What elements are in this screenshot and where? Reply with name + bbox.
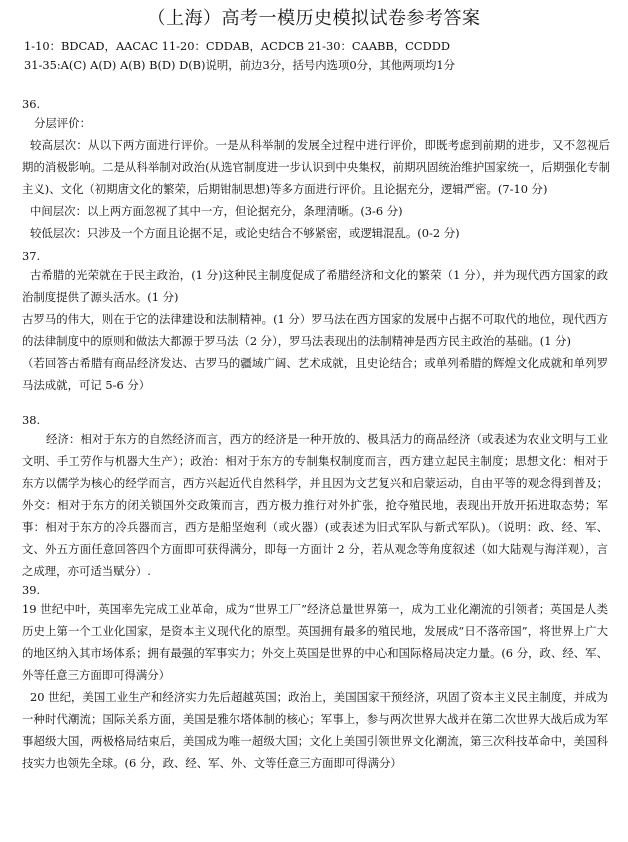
q37-alternative: （若回答古希腊有商品经济发达、古罗马的疆域广阔、艺术成就，且史论结合；或单列希腊的辉煌文化成就和单列罗马法成就，可记 5-6 分） [22,356,608,392]
q39-america: 20 世纪，美国工业生产和经济实力先后超越英国；政治上，美国国家干预经济，巩固了资本主义民主制度，并成为一种时代潮流；国际关系方面，美国是雅尔塔体制的核心；军事上，参与两次世界大战并在第二次世界大战后成为军事超级大国，两极格局结束后，美国成为唯一超级大国；文化上美国引领世界文化潮流，第三次科技革命中，美国科技实力也领先全球。(6 分，政、经、军、外、文等任意三方面即可得满分） [22,690,608,770]
question-37-number: 37. [22,249,41,263]
question-39-number: 39. [22,583,41,597]
q36-mid-level: 中间层次：以上两方面忽视了其中一方，但论据充分，条理清晰。(3-6 分) [30,204,403,218]
question-38-number: 38. [22,413,41,427]
q38-answer: 经济：相对于东方的自然经济而言，西方的经济是一种开放的、极具活力的商品经济（或表述为农业文明与工业文明、手工劳作与机器大生产）；政治：相对于东方的专制集权制度而言，西方建立起民主制度；思想文化：相对于东方以儒学为核心的经学而言，西方兴起近代自然科学，并且因为文艺复兴和启蒙运动，自由平等的观念得到普及；外交：相对于东方的闭关锁国外交政策而言，西方极力推行对外扩张，抢夺殖民地，表现出开放开拓进取态势；军事：相对于东方的冷兵器而言，西方是船坚炮利（或火器）(或表述为旧式军队与新式军队)。（说明：政、经、军、文、外五方面任意回答四个方面即可获得满分，即每一方面计 2 分，若从观念等角度叙述（如大陆观与海洋观），言之成理，亦可适当赋分）. [22,432,608,578]
page-title: （上海）高考一模历史模拟试卷参考答案 [147,8,481,29]
q36-low-level: 较低层次：只涉及一个方面且论据不足，或论史结合不够紧密，或逻辑混乱。(0-2 分) [30,226,460,240]
question-36-number: 36. [22,97,41,111]
q37-greece: 古希腊的光荣就在于民主政治，(1 分)这种民主制度促成了希腊经济和文化的繁荣（1 分），并为现代西方国家的政治制度提供了源头活水。(1 分) [22,268,608,304]
choice-answers-row-2: 31-35:A(C) A(D) A(B) B(D) D(B)说明，前边3分，括号内选项0分，其他两项均1分 [24,58,456,72]
q36-heading: 分层评价： [34,116,91,130]
choice-answers-row-1: 1-10：BDCAD，AACAC 11-20：CDDAB，ACDCB 21-30：CAABB，CCDDD [24,39,451,53]
q37-rome: 古罗马的伟大，则在于它的法律建设和法制精神。(1 分）罗马法在西方国家的发展中占据不可取代的地位，现代西方的法律制度中的原则和做法大都源于罗马法（2 分），罗马法表现出的法制精神是西方民主政治的基础。(1 分) [22,312,608,348]
q36-high-level: 较高层次：从以下两方面进行评价。一是从科举制的发展全过程中进行评价，即既考虑到前期的进步，又不忽视后期的消极影响。二是从科举制对政治(从选官制度进一步认识到中央集权，前期巩固统治维护国家统一，后期强化专制主义)、文化（初期唐文化的繁荣，后期钳制思想)等多方面进行评价。且论据充分，逻辑严密。(7-10 分) [22,138,610,196]
q39-britain: 19 世纪中叶，英国率先完成工业革命，成为“世界工厂”经济总量世界第一，成为工业化潮流的引领者；英国是人类历史上第一个工业化国家，是资本主义现代化的原型。英国拥有最多的殖民地，发展成“日不落帝国”，将世界上广大的地区纳入其市场体系；拥有最强的军事实力；外交上英国是世界的中心和国际格局决定力量。(6 分，政、经、军、外等任意三方面即可得满分） [22,602,608,682]
